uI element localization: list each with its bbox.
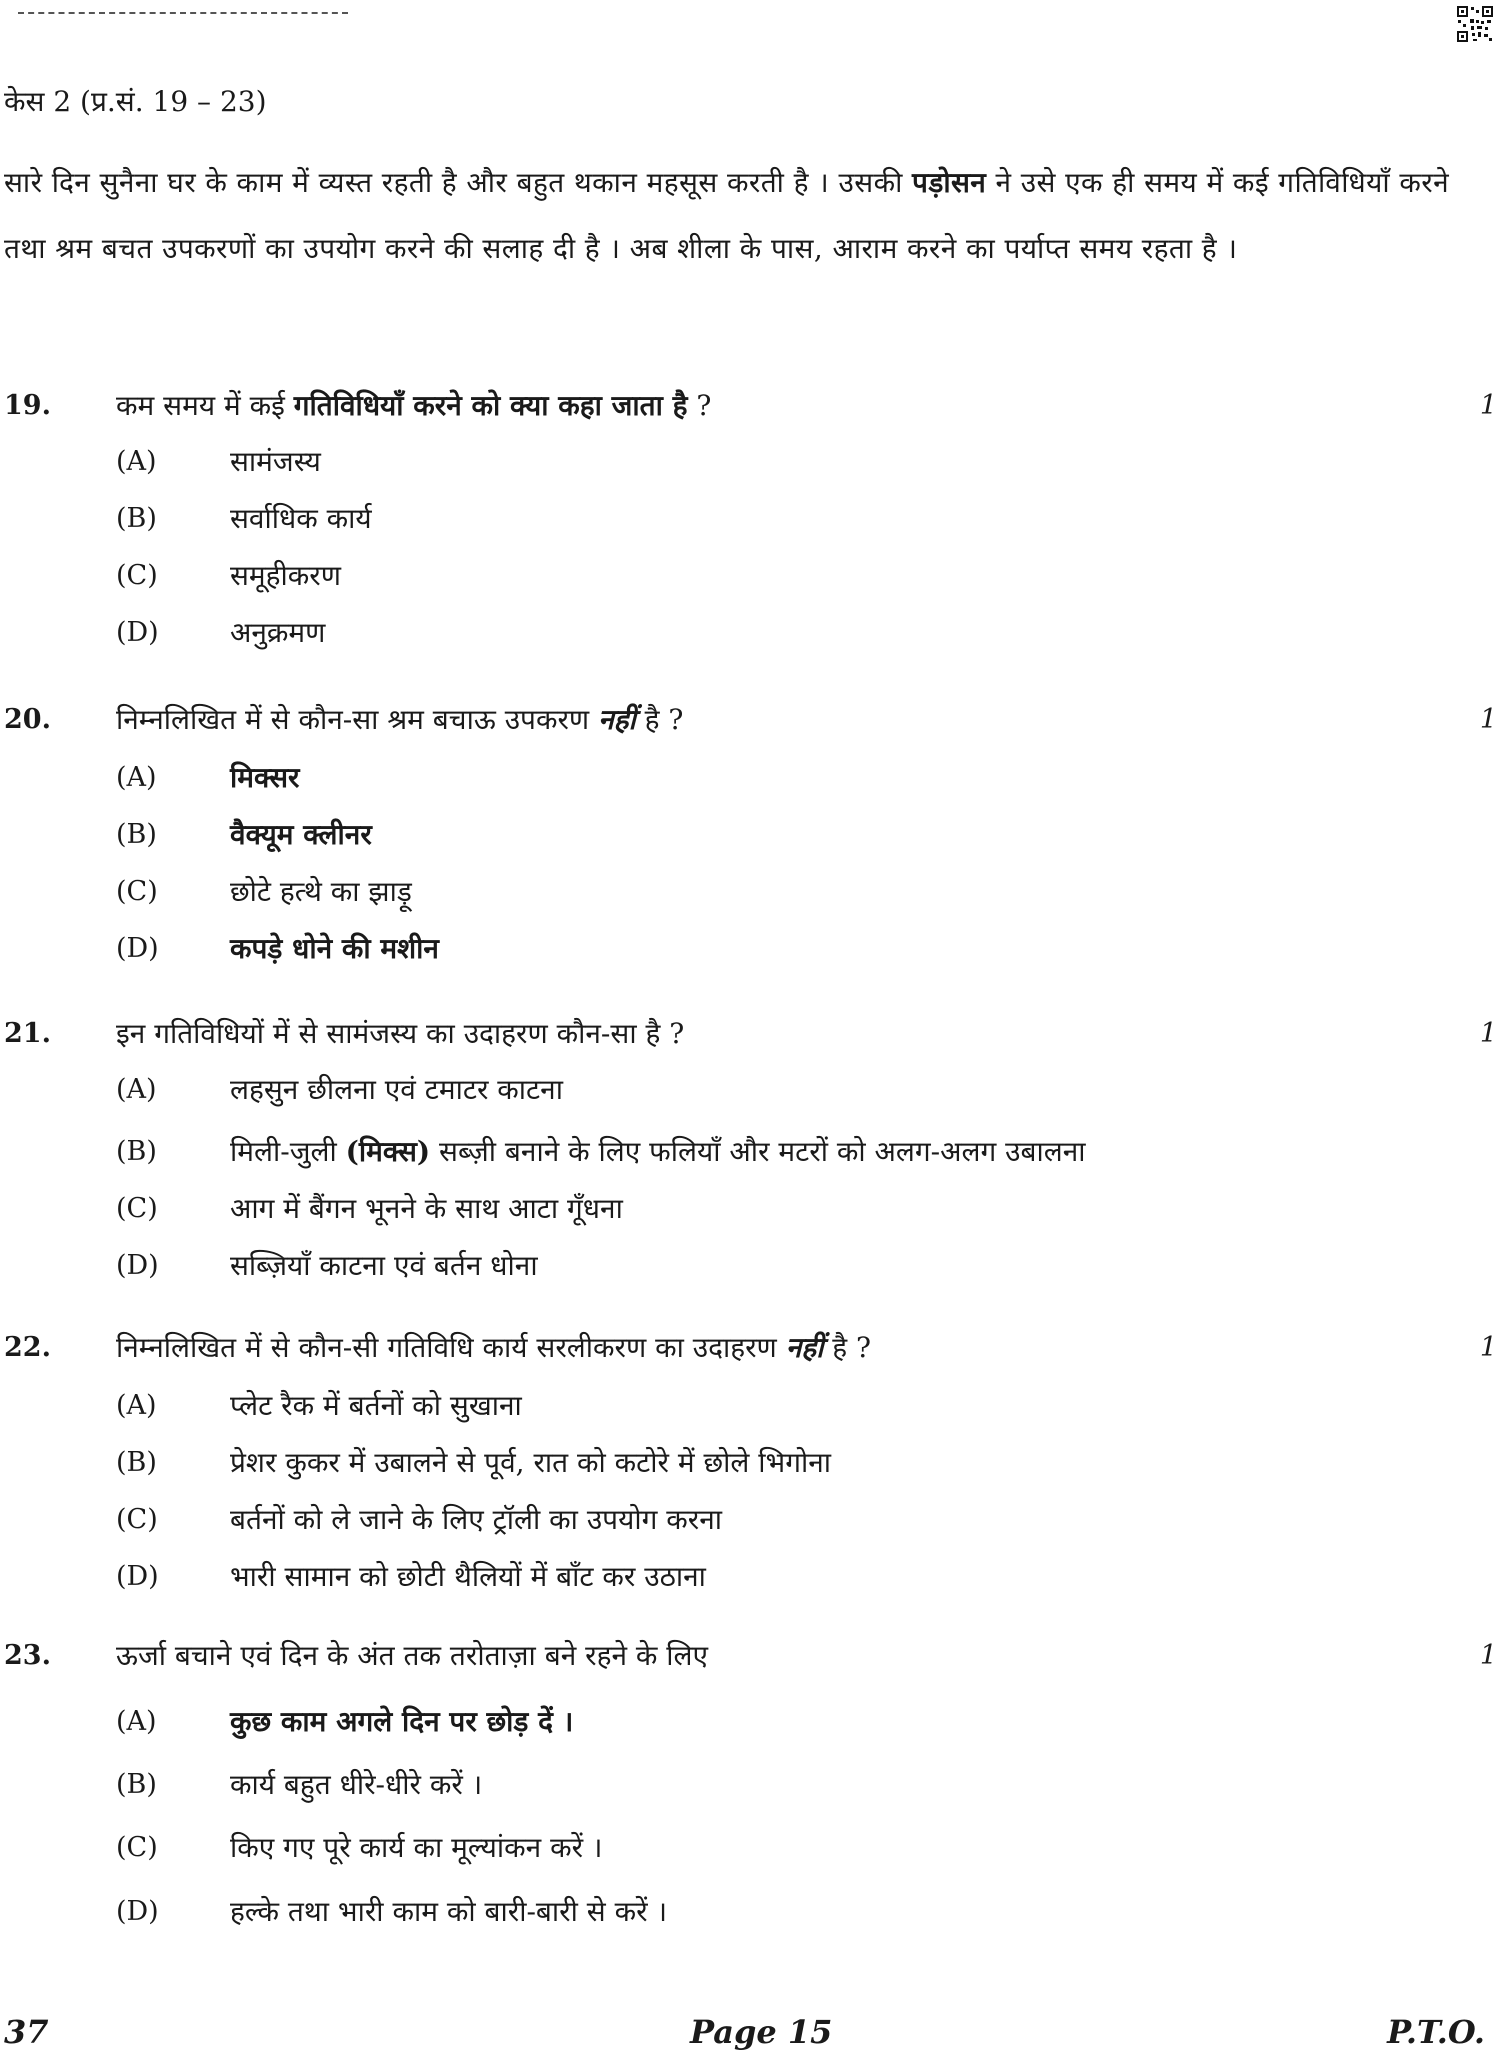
question-text: निम्नलिखित में से कौन-सा श्रम बचाऊ उपकरण नहीं है ?	[116, 703, 684, 736]
option-a: (A) प्लेट रैक में बर्तनों को सुखाना	[116, 1389, 522, 1422]
qr-code-icon	[1456, 5, 1494, 43]
page-footer	[0, 2012, 1505, 2052]
case-passage	[4, 150, 1474, 282]
passage-text: सारे दिन सुनैना घर के काम में व्यस्त रहती है और बहुत थकान महसूस करती है । उसकी	[4, 166, 913, 199]
question-marks: 1	[1479, 704, 1497, 735]
option-b: (B) वैक्यूम क्लीनर	[116, 818, 372, 851]
option-b: (B) सर्वाधिक कार्य	[116, 502, 372, 535]
option-a: (A) लहसुन छीलना एवं टमाटर काटना	[116, 1073, 563, 1106]
option-c: (C) छोटे हत्थे का झाड़ू	[116, 875, 412, 908]
passage-bold-word: पड़ोसन	[912, 166, 987, 199]
option-c: (C) बर्तनों को ले जाने के लिए ट्रॉली का उपयोग करना	[116, 1503, 722, 1536]
option-b: (B) मिली-जुली (मिक्स) सब्ज़ी बनाने के लिए फलियाँ और मटरों को अलग-अलग उबालना	[116, 1135, 1086, 1168]
question-text: कम समय में कई गतिविधियाँ करने को क्या कहा जाता है ?	[116, 389, 712, 422]
question-21	[0, 1014, 1505, 1282]
question-number: 23.	[4, 1640, 51, 1671]
case-heading: केस 2 (प्र.सं. 19 – 23)	[4, 85, 267, 118]
option-d: (D) अनुक्रमण	[116, 616, 326, 649]
option-c: (C) आग में बैंगन भूनने के साथ आटा गूँधना	[116, 1192, 623, 1225]
paper-code: 37	[4, 2013, 49, 2051]
option-c: (C) किए गए पूरे कार्य का मूल्यांकन करें ।	[116, 1831, 603, 1864]
question-number: 22.	[4, 1332, 51, 1363]
option-d: (D) भारी सामान को छोटी थैलियों में बाँट कर उठाना	[116, 1560, 706, 1593]
question-19	[0, 386, 1505, 649]
option-a: (A) सामंजस्य	[116, 445, 321, 478]
question-marks: 1	[1479, 1332, 1497, 1363]
question-number: 19.	[4, 390, 51, 421]
question-text: ऊर्जा बचाने एवं दिन के अंत तक तरोताज़ा बने रहने के लिए	[116, 1639, 709, 1672]
top-dashed-rule	[18, 12, 348, 14]
question-number: 21.	[4, 1018, 51, 1049]
option-d: (D) सब्ज़ियाँ काटना एवं बर्तन धोना	[116, 1249, 538, 1282]
option-a: (A) मिक्सर	[116, 761, 300, 794]
option-c: (C) समूहीकरण	[116, 559, 341, 592]
option-a: (A) कुछ काम अगले दिन पर छोड़ दें ।	[116, 1705, 574, 1738]
question-text: निम्नलिखित में से कौन-सी गतिविधि कार्य सरलीकरण का उदाहरण नहीं है ?	[116, 1331, 872, 1364]
option-b: (B) कार्य बहुत धीरे-धीरे करें ।	[116, 1768, 483, 1801]
question-marks: 1	[1479, 1018, 1497, 1049]
option-d: (D) हल्के तथा भारी काम को बारी-बारी से करें ।	[116, 1895, 668, 1928]
question-22	[0, 1328, 1505, 1593]
pto-label: P.T.O.	[1387, 2013, 1485, 2051]
question-20	[0, 700, 1505, 965]
question-text: इन गतिविधियों में से सामंजस्य का उदाहरण कौन-सा है ?	[116, 1017, 685, 1050]
passage-text: ने उसे एक ही समय में कई गतिविधियाँ करने तथा श्रम बचत उपकरणों का उपयोग करने की सलाह दी है । अब शीला के पास, आराम करने का पर्याप्त समय रहता है ।	[4, 166, 1450, 265]
question-marks: 1	[1479, 1640, 1497, 1671]
page-number: Page 15	[690, 2013, 833, 2051]
question-23	[0, 1636, 1505, 1928]
option-b: (B) प्रेशर कुकर में उबालने से पूर्व, रात को कटोरे में छोले भिगोना	[116, 1446, 832, 1479]
question-marks: 1	[1479, 390, 1497, 421]
question-number: 20.	[4, 704, 51, 735]
option-d: (D) कपड़े धोने की मशीन	[116, 932, 439, 965]
